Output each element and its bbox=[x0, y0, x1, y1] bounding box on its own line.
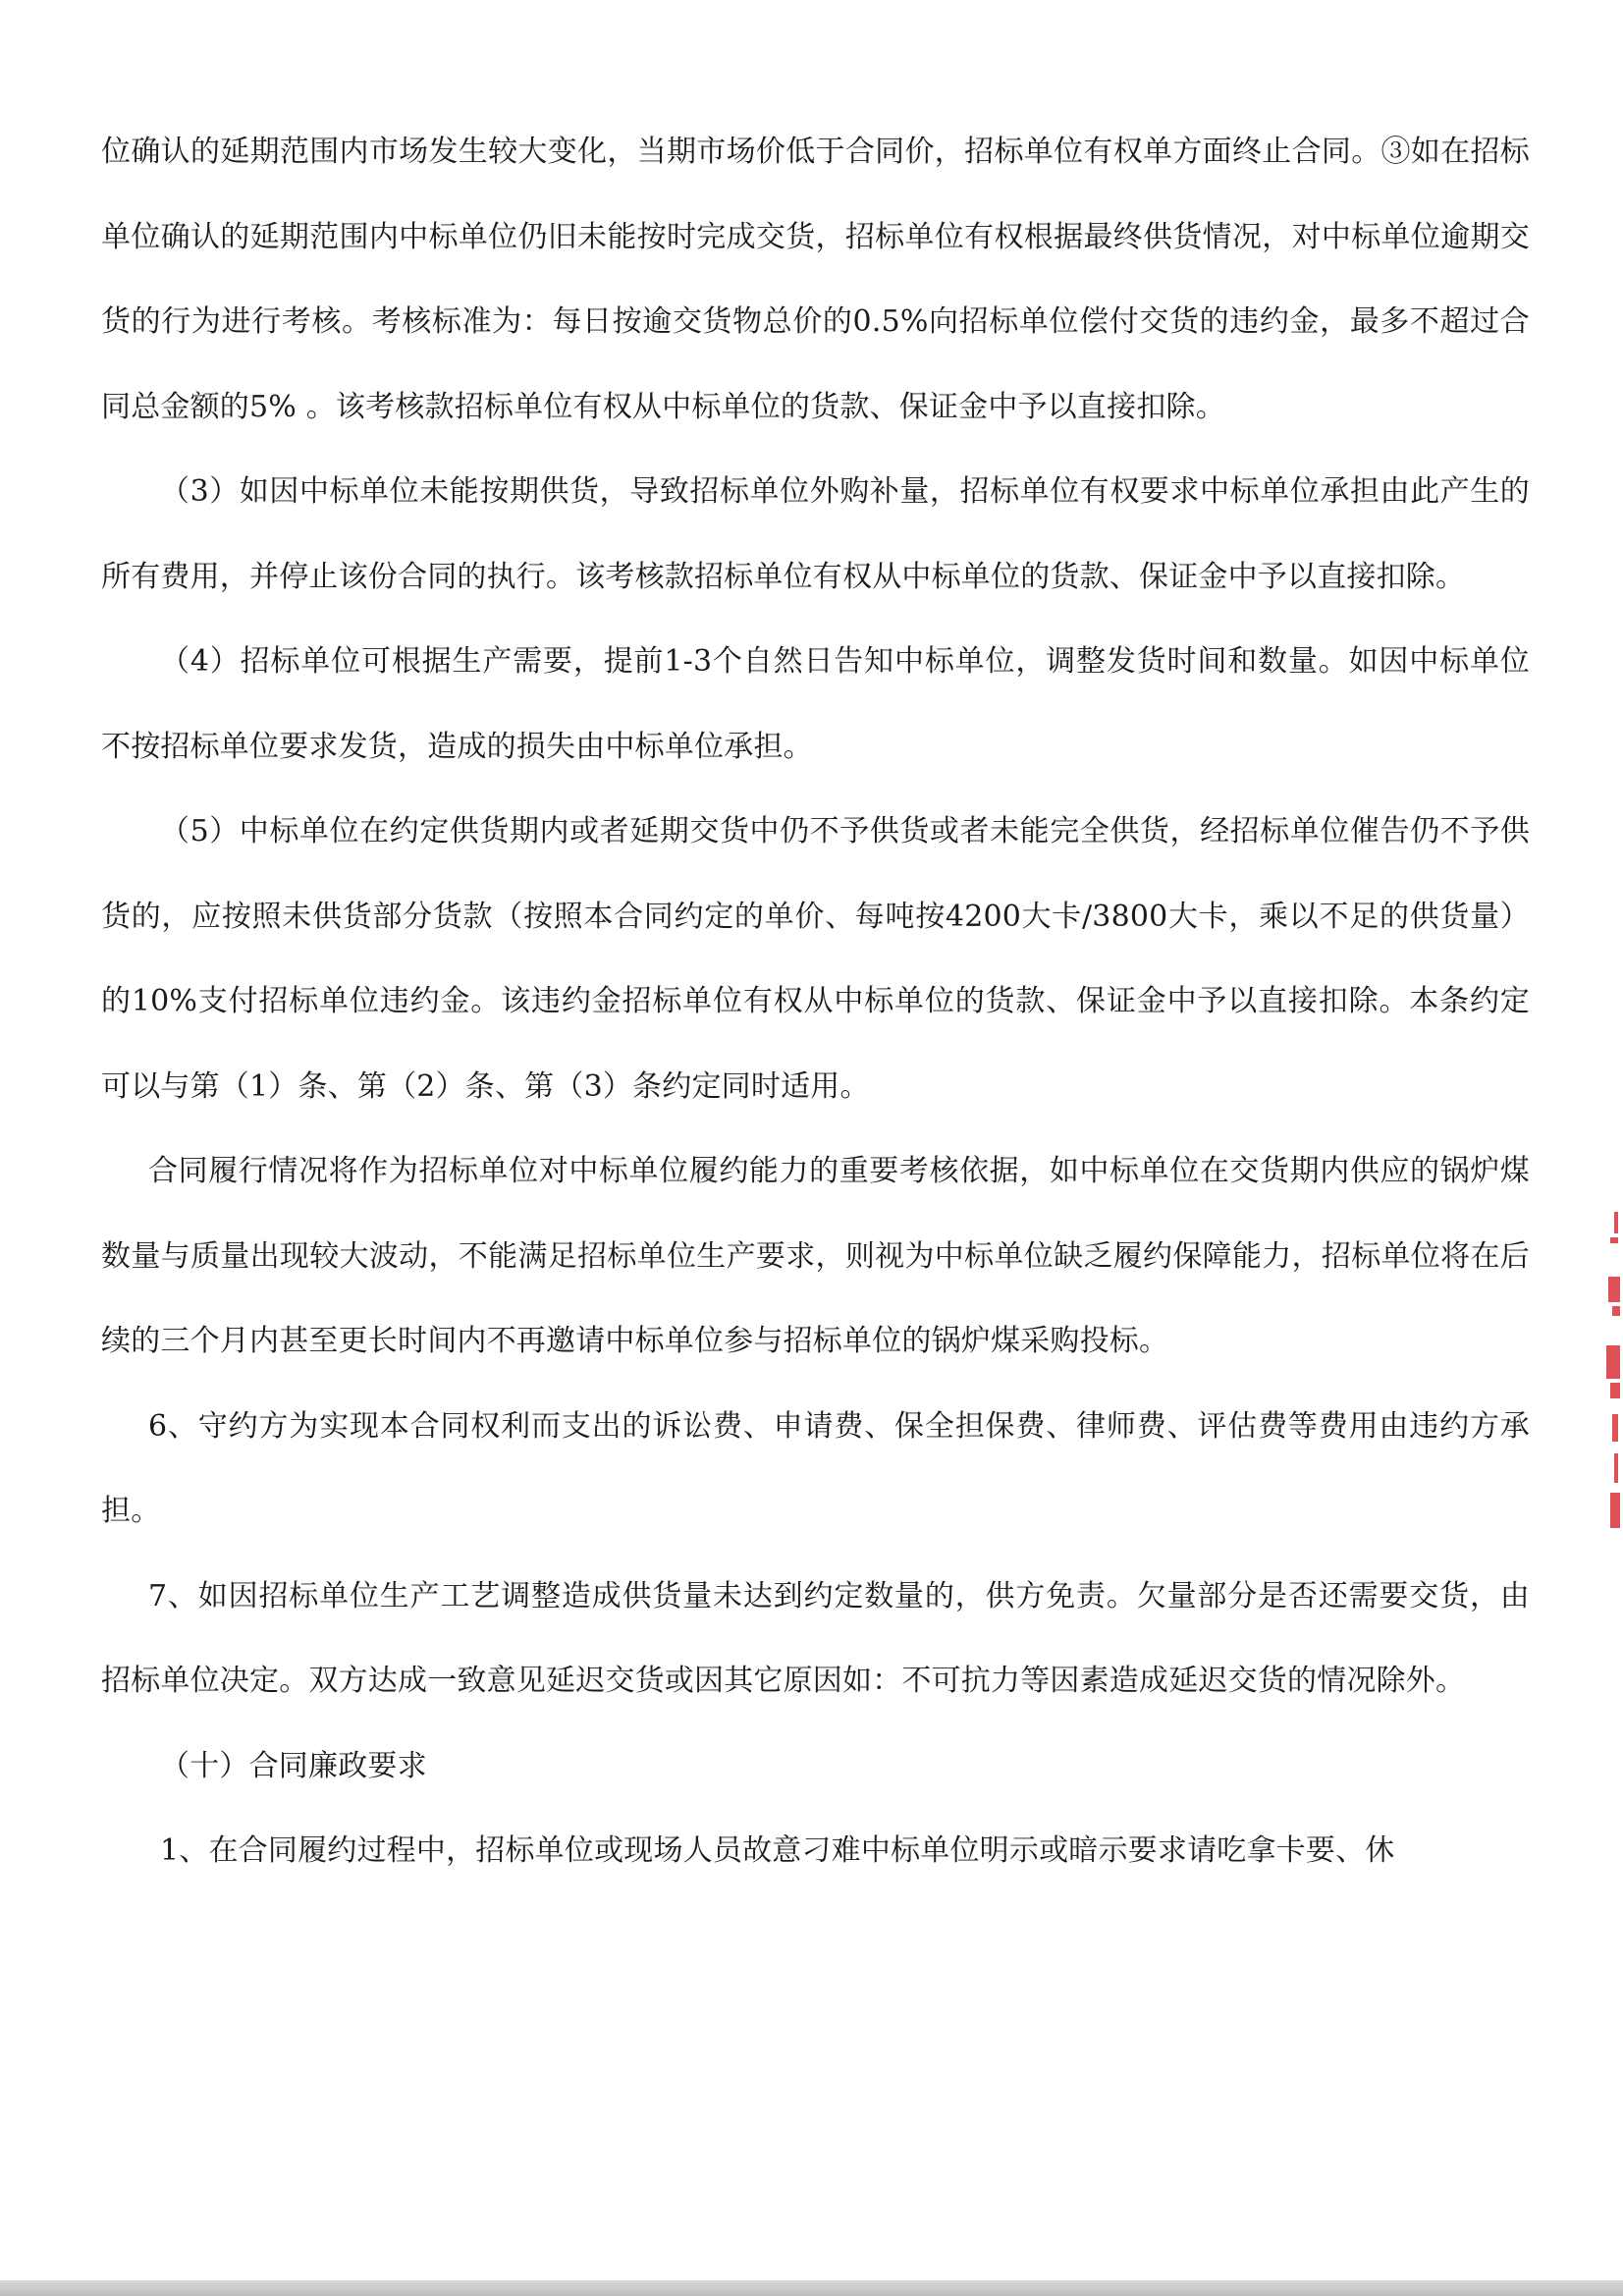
section-heading-integrity: （十）合同廉政要求 bbox=[160, 1748, 427, 1783]
scan-bottom-edge bbox=[0, 2280, 1623, 2296]
paragraph-continuation: 位确认的延期范围内市场发生较大变化，当期市场价低于合同价，招标单位有权单方面终止合同。③如在招标单位确认的延期范围内中标单位仍旧未能按时完成交货，招标单位有权根据最终供货情况，对中标单位逾期交货的行为进行考核。考核标准为：每日按逾交货物总价的0.5%向招标单位偿付交货的违约金，最多不超过合同总金额的5% 。该考核款招标单位有权从中标单位的货款、保证金中予以直接扣除。 bbox=[101, 135, 1530, 424]
paragraph-item-3: （3）如因中标单位未能按期供货，导致招标单位外购补量，招标单位有权要求中标单位承担由此产生的所有费用，并停止该份合同的执行。该考核款招标单位有权从中标单位的货款、保证金中予以直接扣除。 bbox=[101, 474, 1530, 594]
paragraph-integrity-1: 1、在合同履约过程中，招标单位或现场人员故意刁难中标单位明示或暗示要求请吃拿卡要、休 bbox=[160, 1833, 1395, 1868]
document-body bbox=[101, 110, 1530, 1894]
paragraph-performance: 合同履行情况将作为招标单位对中标单位履约能力的重要考核依据，如中标单位在交货期内供应的锅炉煤数量与质量出现较大波动，不能满足招标单位生产要求，则视为中标单位缺乏履约保障能力，招标单位将在后续的三个月内甚至更长时间内不再邀请中标单位参与招标单位的锅炉煤采购投标。 bbox=[101, 1154, 1530, 1358]
seal-stamp-fragment bbox=[1600, 1208, 1623, 1532]
paragraph-item-5: （5）中标单位在约定供货期内或者延期交货中仍不予供货或者未能完全供货，经招标单位催告仍不予供货的，应按照未供货部分货款（按照本合同约定的单价、每吨按4200大卡/3800大卡，乘以不足的供货量）的10%支付招标单位违约金。该违约金招标单位有权从中标单位的货款、保证金中予以直接扣除。本条约定可以与第（1）条、第（2）条、第（3）条约定同时适用。 bbox=[101, 814, 1530, 1104]
paragraph-clause-6: 6、守约方为实现本合同权利而支出的诉讼费、申请费、保全担保费、律师费、评估费等费用由违约方承担。 bbox=[101, 1408, 1530, 1528]
paragraph-clause-7: 7、如因招标单位生产工艺调整造成供货量未达到约定数量的，供方免责。欠量部分是否还需要交货，由招标单位决定。双方达成一致意见延迟交货或因其它原因如：不可抗力等因素造成延迟交货的情况除外。 bbox=[101, 1578, 1530, 1698]
paragraph-item-4: （4）招标单位可根据生产需要，提前1-3个自然日告知中标单位，调整发货时间和数量。如因中标单位不按招标单位要求发货，造成的损失由中标单位承担。 bbox=[101, 644, 1530, 764]
